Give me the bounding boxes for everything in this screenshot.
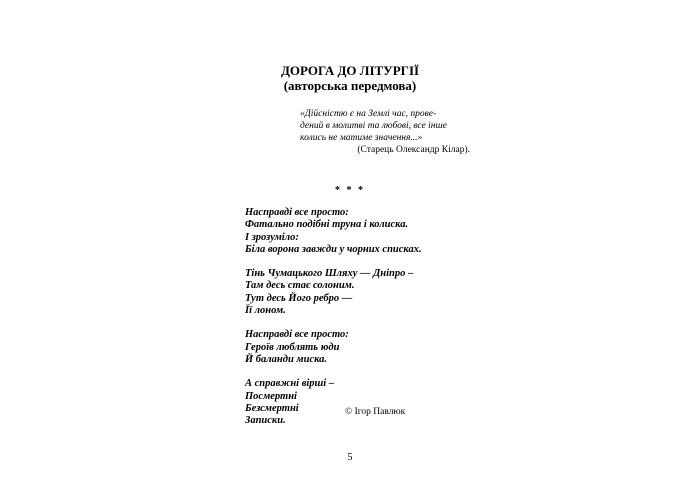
poem-line: А справжні вірші – [245, 378, 335, 390]
epigraph-line: колись не матиме значення...» [300, 133, 423, 143]
poem-line: Фатально подібні труна і колиска. [245, 219, 409, 231]
poem-stanza [245, 207, 422, 256]
poem-stanza [245, 329, 422, 366]
page-title: ДОРОГА ДО ЛІТУРГІЇ [280, 63, 420, 78]
poem-line: Безсмертні [245, 402, 299, 414]
poem-line: Її лоном. [245, 305, 286, 317]
epigraph-source: (Старець Олександр Кілар). [357, 145, 470, 155]
poem-line: Там десь стає солоним. [245, 280, 355, 292]
poem-line: Героїв люблять юди [245, 341, 340, 353]
poem-line: Записки. [245, 415, 286, 427]
poem [245, 207, 422, 439]
page-number: 5 [347, 452, 353, 463]
page-subtitle: (авторська передмова) [283, 78, 417, 93]
poem-stanza [245, 378, 422, 427]
poem-line: Посмертні [245, 390, 297, 402]
epigraph [300, 108, 470, 144]
poem-stanza [245, 268, 422, 317]
epigraph-line: «Дійсністю є на Землі час, прове- [300, 109, 437, 119]
poem-line: Тут десь Його ребро — [245, 292, 353, 304]
poem-line: І зрозуміло: [245, 231, 299, 243]
poem-line: Й баланди миска. [245, 353, 328, 365]
author-copyright: © Ігор Павлюк [345, 407, 406, 417]
section-separator: * * * [335, 185, 365, 196]
epigraph-line: дений в молитві та любові, все інше [300, 121, 447, 131]
poem-line: Тінь Чумацького Шляху — Дніпро – [245, 268, 414, 280]
poem-line: Насправді все просто: [245, 329, 349, 341]
poem-line: Насправді все просто: [245, 207, 349, 218]
poem-line: Біла ворона завжди у чорних списках. [245, 243, 422, 255]
